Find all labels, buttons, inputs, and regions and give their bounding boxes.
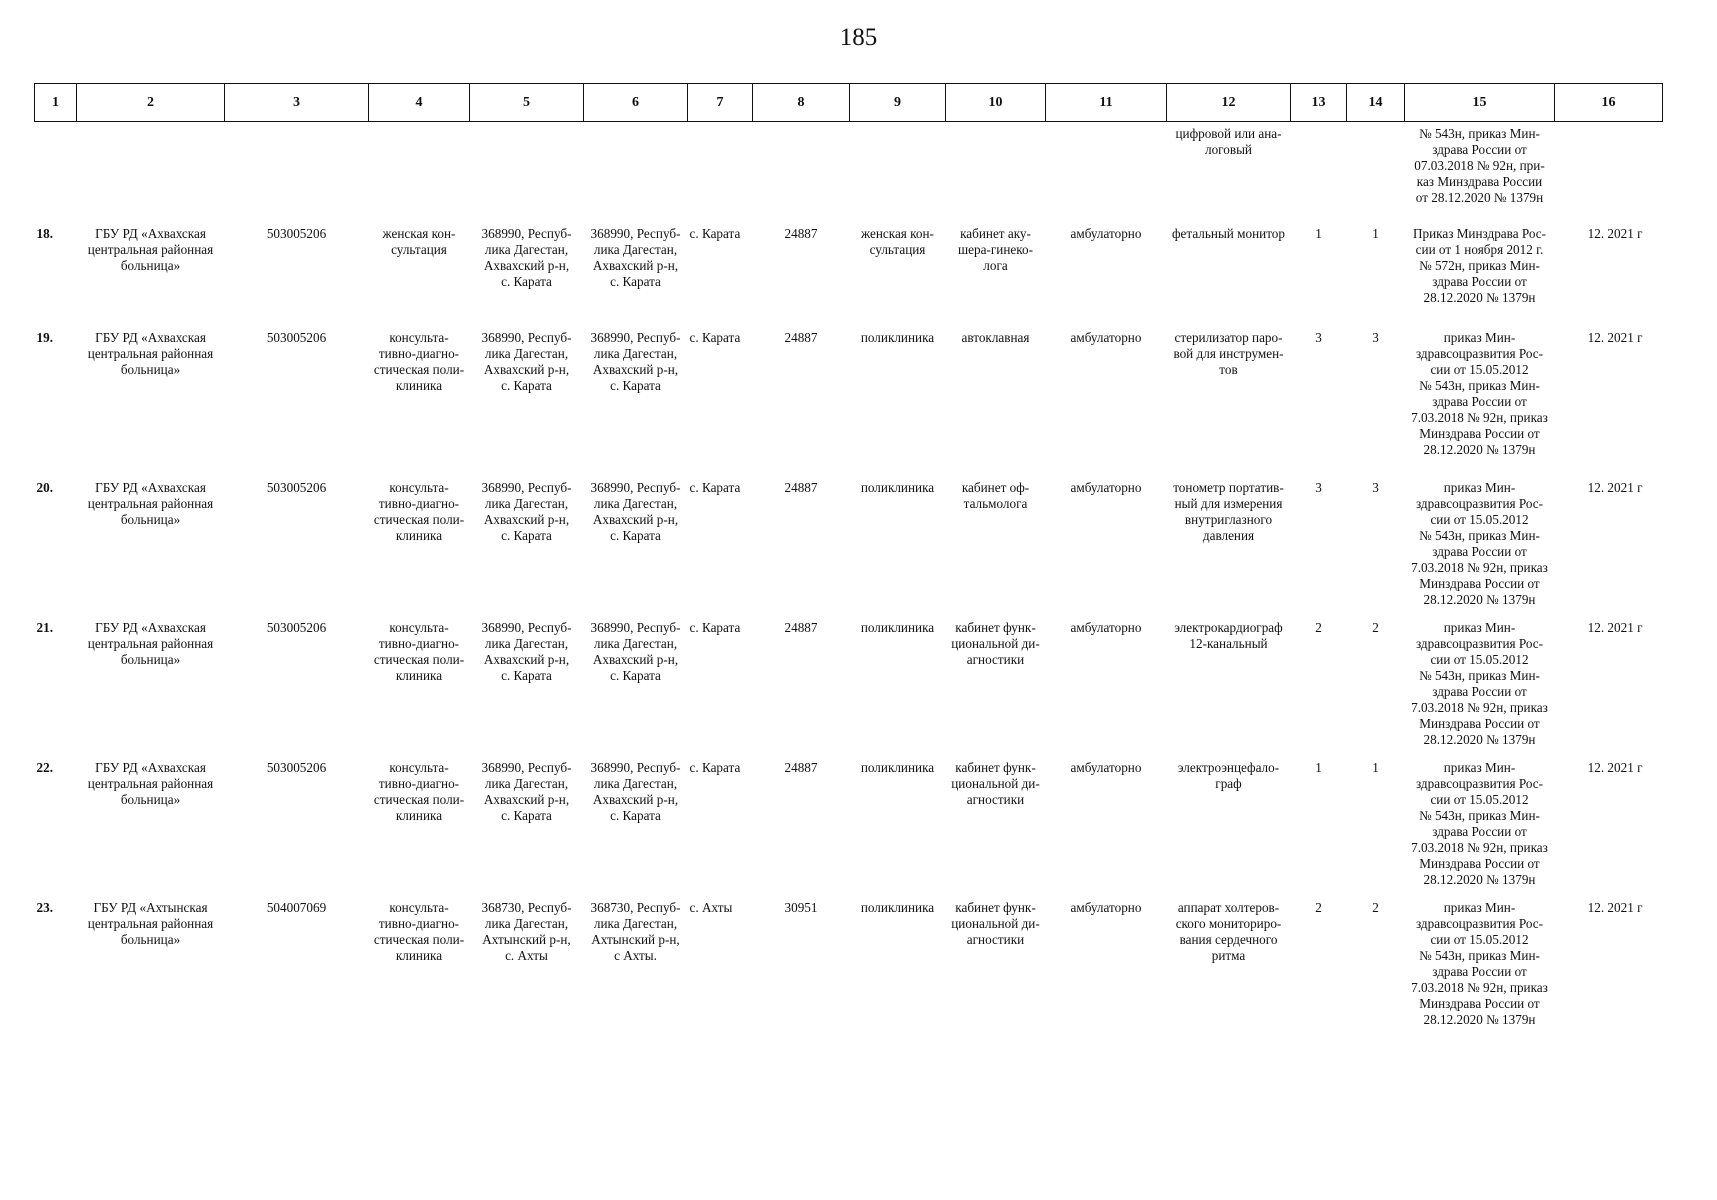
page-number: 185 <box>839 24 878 51</box>
room-cell: кабинет функ- циональной ди- агностики <box>951 620 1040 667</box>
equipment-cell: фетальный монитор <box>1172 226 1285 241</box>
quantity-cell: 2 <box>1372 900 1379 915</box>
column-header: 4 <box>369 84 470 122</box>
care-form-cell: амбулаторно <box>1070 620 1142 635</box>
legal-address-cell: 368730, Респуб- лика Дагестан, Ахтынский р-н, с. Ахты <box>481 900 572 963</box>
population-cell: 24887 <box>784 226 818 241</box>
code-cell: 503005206 <box>266 480 327 495</box>
date-cell: 12. 2021 г <box>1587 900 1643 915</box>
column-header: 2 <box>77 84 225 122</box>
unit-type-cell: консульта- тивно-диагно- стическая поли- клиника <box>373 620 465 683</box>
column-header: 6 <box>584 84 688 122</box>
quantity-cell: 1 <box>1315 760 1322 775</box>
column-header: 14 <box>1347 84 1405 122</box>
organization-cell: ГБУ РД «Ахвахская центральная районная больница» <box>87 760 214 807</box>
division-cell: женская кон- сультация <box>861 226 934 257</box>
equipment-cell: стерилизатор паро- вой для инструмен- тов <box>1173 330 1284 377</box>
basis-cell: Приказ Минздрава Рос- сии от 1 ноября 2012 г. № 572н, приказ Мин- здрава России от 28.12.2020 № 1379н <box>1412 226 1547 305</box>
table-row <box>35 758 1663 898</box>
unit-type-cell: консульта- тивно-диагно- стическая поли- клиника <box>373 760 465 823</box>
basis-cell: № 543н, приказ Мин- здрава России от 07.03.2018 № 92н, при- каз Минздрава России от 28.12.2020 № 1379н <box>1414 126 1545 205</box>
row-number: 21. <box>36 620 53 635</box>
column-header: 3 <box>225 84 369 122</box>
column-header: 16 <box>1555 84 1663 122</box>
population-cell: 30951 <box>784 900 818 915</box>
equipment-table <box>34 83 1663 1038</box>
room-cell: автоклавная <box>961 330 1030 345</box>
quantity-cell: 2 <box>1372 620 1379 635</box>
column-header: 1 <box>35 84 77 122</box>
legal-address-cell: 368990, Респуб- лика Дагестан, Ахвахский р-н, с. Карата <box>481 330 572 393</box>
quantity-cell: 2 <box>1315 620 1322 635</box>
basis-cell: приказ Мин- здравсоцразвития Рос- сии от 15.05.2012 № 543н, приказ Мин- здрава России от 7.03.2018 № 92н, приказ Минздрава России от 28.12.2020 № 1379н <box>1411 760 1548 887</box>
care-form-cell: амбулаторно <box>1070 480 1142 495</box>
table-row <box>35 224 1663 328</box>
room-cell: кабинет аку- шера-гинеко- лога <box>958 226 1033 273</box>
room-cell: кабинет оф- тальмолога <box>961 480 1030 511</box>
unit-type-cell: консульта- тивно-диагно- стическая поли- клиника <box>373 900 465 963</box>
equipment-cell: электрокардиограф 12-канальный <box>1174 620 1283 651</box>
column-header: 12 <box>1167 84 1291 122</box>
settlement-cell: с. Карата <box>689 226 741 241</box>
code-cell: 503005206 <box>266 760 327 775</box>
row-number: 20. <box>36 480 53 495</box>
column-header: 8 <box>753 84 850 122</box>
settlement-cell: с. Карата <box>689 760 741 775</box>
actual-address-cell: 368990, Респуб- лика Дагестан, Ахвахский р-н, с. Карата <box>590 760 681 823</box>
care-form-cell: амбулаторно <box>1070 226 1142 241</box>
organization-cell: ГБУ РД «Ахтынская центральная районная больница» <box>87 900 214 947</box>
actual-address-cell: 368730, Респуб- лика Дагестан, Ахтынский р-н, с Ахты. <box>590 900 681 963</box>
organization-cell: ГБУ РД «Ахвахская центральная районная больница» <box>87 480 214 527</box>
legal-address-cell: 368990, Респуб- лика Дагестан, Ахвахский р-н, с. Карата <box>481 620 572 683</box>
unit-type-cell: консульта- тивно-диагно- стическая поли- клиника <box>373 330 465 393</box>
care-form-cell: амбулаторно <box>1070 900 1142 915</box>
code-cell: 503005206 <box>266 226 327 241</box>
date-cell: 12. 2021 г <box>1587 480 1643 495</box>
actual-address-cell: 368990, Респуб- лика Дагестан, Ахвахский р-н, с. Карата <box>590 480 681 543</box>
division-cell: поликлиника <box>860 900 935 915</box>
settlement-cell: с. Карата <box>689 620 741 635</box>
quantity-cell: 3 <box>1372 330 1379 345</box>
continuation-row <box>35 122 1663 225</box>
care-form-cell: амбулаторно <box>1070 760 1142 775</box>
date-cell: 12. 2021 г <box>1587 620 1643 635</box>
quantity-cell: 3 <box>1372 480 1379 495</box>
settlement-cell: с. Карата <box>689 480 741 495</box>
row-number: 22. <box>36 760 53 775</box>
row-number: 23. <box>36 900 53 915</box>
equipment-cell: аппарат холтеров- ского мониториро- вания сердечного ритма <box>1175 900 1282 963</box>
unit-type-cell: женская кон- сультация <box>382 226 456 257</box>
code-cell: 504007069 <box>266 900 327 915</box>
basis-cell: приказ Мин- здравсоцразвития Рос- сии от 15.05.2012 № 543н, приказ Мин- здрава России от 7.03.2018 № 92н, приказ Минздрава России от 28.12.2020 № 1379н <box>1411 620 1548 747</box>
actual-address-cell: 368990, Респуб- лика Дагестан, Ахвахский р-н, с. Карата <box>590 620 681 683</box>
unit-type-cell: консульта- тивно-диагно- стическая поли- клиника <box>373 480 465 543</box>
population-cell: 24887 <box>784 760 818 775</box>
quantity-cell: 2 <box>1315 900 1322 915</box>
legal-address-cell: 368990, Респуб- лика Дагестан, Ахвахский р-н, с. Карата <box>481 480 572 543</box>
column-header: 10 <box>946 84 1046 122</box>
row-number: 18. <box>36 226 53 241</box>
quantity-cell: 1 <box>1372 760 1379 775</box>
date-cell: 12. 2021 г <box>1587 330 1643 345</box>
room-cell: кабинет функ- циональной ди- агностики <box>951 900 1040 947</box>
date-cell: 12. 2021 г <box>1587 760 1643 775</box>
table-row <box>35 478 1663 618</box>
basis-cell: приказ Мин- здравсоцразвития Рос- сии от 15.05.2012 № 543н, приказ Мин- здрава России от 7.03.2018 № 92н, приказ Минздрава России от 28.12.2020 № 1379н <box>1411 330 1548 457</box>
table-row <box>35 618 1663 758</box>
equipment-cell: тонометр портатив- ный для измерения внутриглазного давления <box>1173 480 1284 543</box>
code-cell: 503005206 <box>266 330 327 345</box>
quantity-cell: 3 <box>1315 480 1322 495</box>
organization-cell: ГБУ РД «Ахвахская центральная районная больница» <box>87 620 214 667</box>
column-header: 13 <box>1291 84 1347 122</box>
date-cell: 12. 2021 г <box>1587 226 1643 241</box>
population-cell: 24887 <box>784 480 818 495</box>
row-number: 19. <box>36 330 53 345</box>
division-cell: поликлиника <box>860 760 935 775</box>
column-header: 11 <box>1046 84 1167 122</box>
legal-address-cell: 368990, Респуб- лика Дагестан, Ахвахский р-н, с. Карата <box>481 226 572 289</box>
quantity-cell: 1 <box>1315 226 1322 241</box>
table-row <box>35 328 1663 478</box>
basis-cell: приказ Мин- здравсоцразвития Рос- сии от 15.05.2012 № 543н, приказ Мин- здрава России от 7.03.2018 № 92н, приказ Минздрава России от 28.12.2020 № 1379н <box>1411 480 1548 607</box>
division-cell: поликлиника <box>860 620 935 635</box>
legal-address-cell: 368990, Респуб- лика Дагестан, Ахвахский р-н, с. Карата <box>481 760 572 823</box>
equipment-cell: электроэнцефало- граф <box>1177 760 1280 791</box>
division-cell: поликлиника <box>860 480 935 495</box>
population-cell: 24887 <box>784 330 818 345</box>
settlement-cell: с. Карата <box>689 330 741 345</box>
room-cell: кабинет функ- циональной ди- агностики <box>951 760 1040 807</box>
actual-address-cell: 368990, Респуб- лика Дагестан, Ахвахский р-н, с. Карата <box>590 226 681 289</box>
equipment-cell: цифровой или ана- логовый <box>1175 126 1282 157</box>
basis-cell: приказ Мин- здравсоцразвития Рос- сии от 15.05.2012 № 543н, приказ Мин- здрава России от 7.03.2018 № 92н, приказ Минздрава России от 28.12.2020 № 1379н <box>1411 900 1548 1027</box>
column-header: 15 <box>1405 84 1555 122</box>
population-cell: 24887 <box>784 620 818 635</box>
care-form-cell: амбулаторно <box>1070 330 1142 345</box>
actual-address-cell: 368990, Респуб- лика Дагестан, Ахвахский р-н, с. Карата <box>590 330 681 393</box>
column-header: 9 <box>850 84 946 122</box>
quantity-cell: 3 <box>1315 330 1322 345</box>
organization-cell: ГБУ РД «Ахвахская центральная районная больница» <box>87 330 214 377</box>
division-cell: поликлиника <box>860 330 935 345</box>
table-row <box>35 898 1663 1038</box>
column-header: 7 <box>688 84 753 122</box>
column-number-row <box>35 84 1663 122</box>
settlement-cell: с. Ахты <box>689 900 733 915</box>
column-header: 5 <box>470 84 584 122</box>
code-cell: 503005206 <box>266 620 327 635</box>
organization-cell: ГБУ РД «Ахвахская центральная районная больница» <box>87 226 214 273</box>
quantity-cell: 1 <box>1372 226 1379 241</box>
